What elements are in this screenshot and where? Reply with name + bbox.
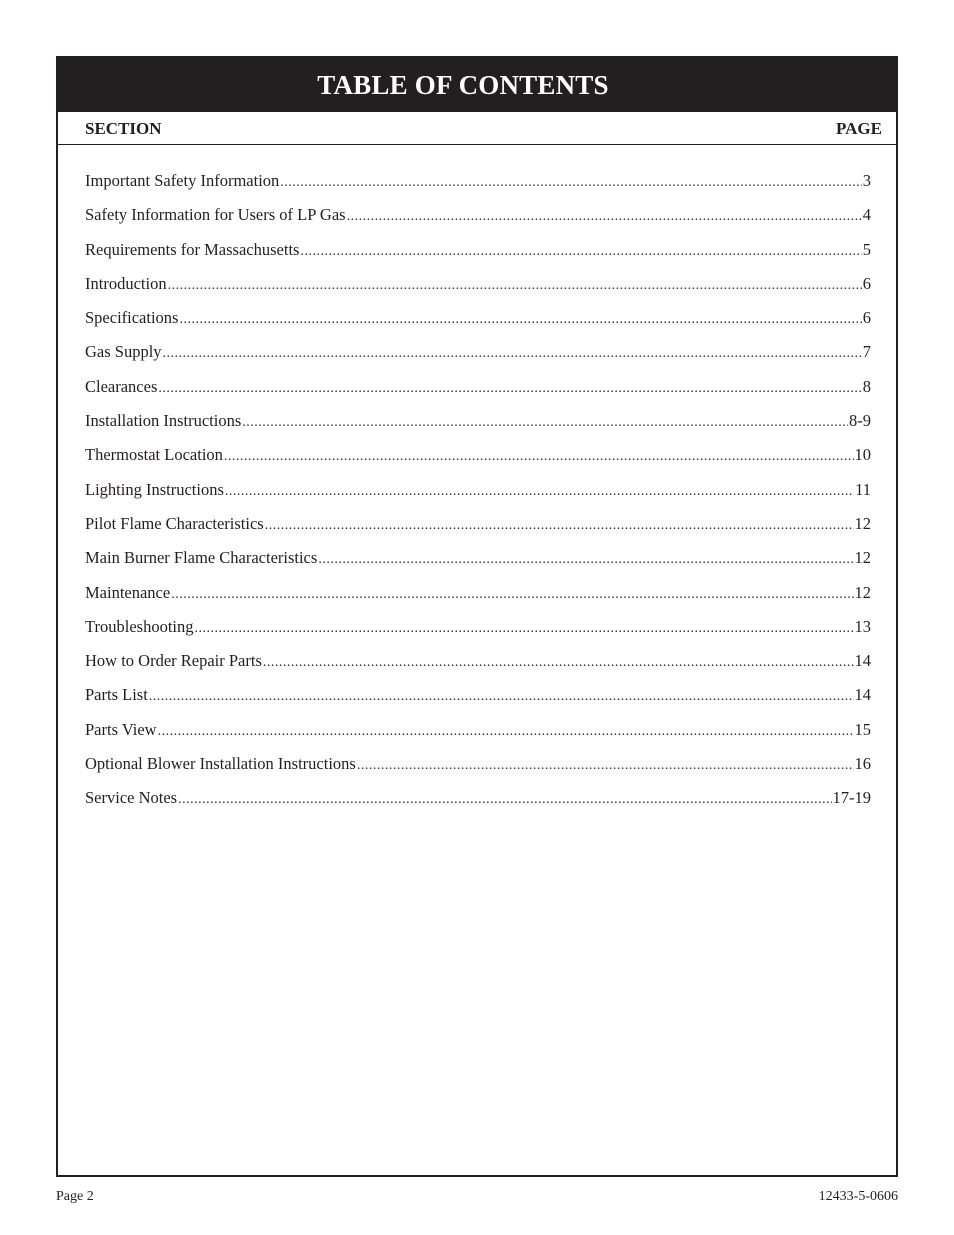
toc-entry[interactable]	[85, 171, 871, 205]
toc-entry-page: 8	[862, 376, 871, 396]
toc-entry-title: Introduction	[85, 273, 167, 293]
toc-entry-page: 6	[862, 273, 871, 293]
page-title: TABLE OF CONTENTS	[317, 69, 609, 100]
toc-entry-page: 7	[862, 342, 871, 362]
toc-entry[interactable]	[85, 274, 871, 308]
dot-leader	[265, 518, 854, 534]
dot-leader	[357, 758, 854, 774]
toc-entry-page: 4	[862, 205, 871, 225]
toc-entry-title: Parts View	[85, 719, 157, 739]
toc-entry-title: Parts List	[85, 685, 148, 705]
toc-entry[interactable]	[85, 445, 871, 479]
toc-entry-page: 14	[854, 685, 871, 705]
dot-leader	[171, 587, 853, 603]
toc-entry-page: 12	[854, 582, 871, 602]
toc-entry[interactable]	[85, 377, 871, 411]
toc-entry-title: Thermostat Location	[85, 445, 223, 465]
toc-entry-title: Requirements for Massachusetts	[85, 239, 300, 259]
toc-entry-page: 8-9	[849, 411, 871, 431]
toc-entry[interactable]	[85, 205, 871, 239]
dot-leader	[168, 278, 862, 294]
toc-entry-page: 12	[854, 513, 871, 533]
toc-frame	[56, 56, 898, 1177]
toc-entry[interactable]	[85, 583, 871, 617]
toc-entry-title: Safety Information for Users of LP Gas	[85, 205, 346, 225]
column-header	[58, 112, 896, 145]
toc-entry-title: Maintenance	[85, 582, 171, 602]
dot-leader	[263, 655, 854, 671]
dot-leader	[163, 346, 862, 362]
toc-entry-page: 14	[854, 651, 871, 671]
page-column-label: PAGE	[836, 119, 882, 138]
dot-leader	[280, 175, 861, 191]
dot-leader	[347, 209, 862, 225]
toc-entry[interactable]	[85, 754, 871, 788]
toc-entry-page: 16	[854, 754, 871, 774]
toc-entry-page: 3	[862, 171, 871, 190]
toc-entry[interactable]	[85, 514, 871, 548]
dot-leader	[195, 621, 854, 637]
footer-page-number: Page 2	[56, 1189, 94, 1204]
dot-leader	[300, 244, 861, 260]
toc-entry-title: Main Burner Flame Characteristics	[85, 548, 318, 568]
toc-entry-page: 12	[854, 548, 871, 568]
toc-entry-title: Service Notes	[85, 788, 178, 808]
toc-entry[interactable]	[85, 411, 871, 445]
toc-entry-title: How to Order Repair Parts	[85, 651, 262, 671]
toc-entry-title: Important Safety Information	[85, 171, 280, 190]
dot-leader	[224, 449, 854, 465]
toc-entry-page: 11	[855, 479, 871, 499]
toc-entry-title: Optional Blower Installation Instructions	[85, 754, 356, 774]
toc-entry[interactable]	[85, 548, 871, 582]
toc-entry-page: 13	[854, 616, 871, 636]
dot-leader	[225, 484, 854, 500]
toc-entry[interactable]	[85, 308, 871, 342]
toc-entry-page: 15	[854, 719, 871, 739]
title-bar	[58, 58, 896, 112]
dot-leader	[179, 312, 861, 328]
toc-entry[interactable]	[85, 480, 871, 514]
toc-entry-title: Specifications	[85, 308, 179, 328]
toc-entry[interactable]	[85, 720, 871, 754]
section-column-label: SECTION	[85, 119, 162, 138]
toc-entry[interactable]	[85, 685, 871, 719]
toc-entry[interactable]	[85, 651, 871, 685]
toc-entry[interactable]	[85, 342, 871, 376]
toc-entry-page: 6	[862, 308, 871, 328]
toc-entry-page: 5	[862, 239, 871, 259]
toc-entry-title: Troubleshooting	[85, 616, 194, 636]
toc-entry-page: 17-19	[832, 788, 871, 808]
toc-entry-title: Installation Instructions	[85, 411, 242, 431]
dot-leader	[178, 792, 831, 808]
dot-leader	[158, 381, 861, 397]
toc-entry[interactable]	[85, 788, 871, 822]
dot-leader	[318, 552, 853, 568]
toc-entry-page: 10	[854, 445, 871, 465]
dot-leader	[149, 689, 854, 705]
toc-entry[interactable]	[85, 617, 871, 651]
footer-doc-code: 12433-5-0606	[818, 1189, 898, 1204]
toc-entry-title: Gas Supply	[85, 342, 162, 362]
toc-list	[85, 171, 871, 823]
dot-leader	[242, 415, 848, 431]
toc-entry-title: Lighting Instructions	[85, 479, 224, 499]
toc-entry-title: Pilot Flame Characteristics	[85, 513, 264, 533]
toc-entry-title: Clearances	[85, 376, 158, 396]
dot-leader	[158, 724, 854, 740]
toc-entry[interactable]	[85, 240, 871, 274]
